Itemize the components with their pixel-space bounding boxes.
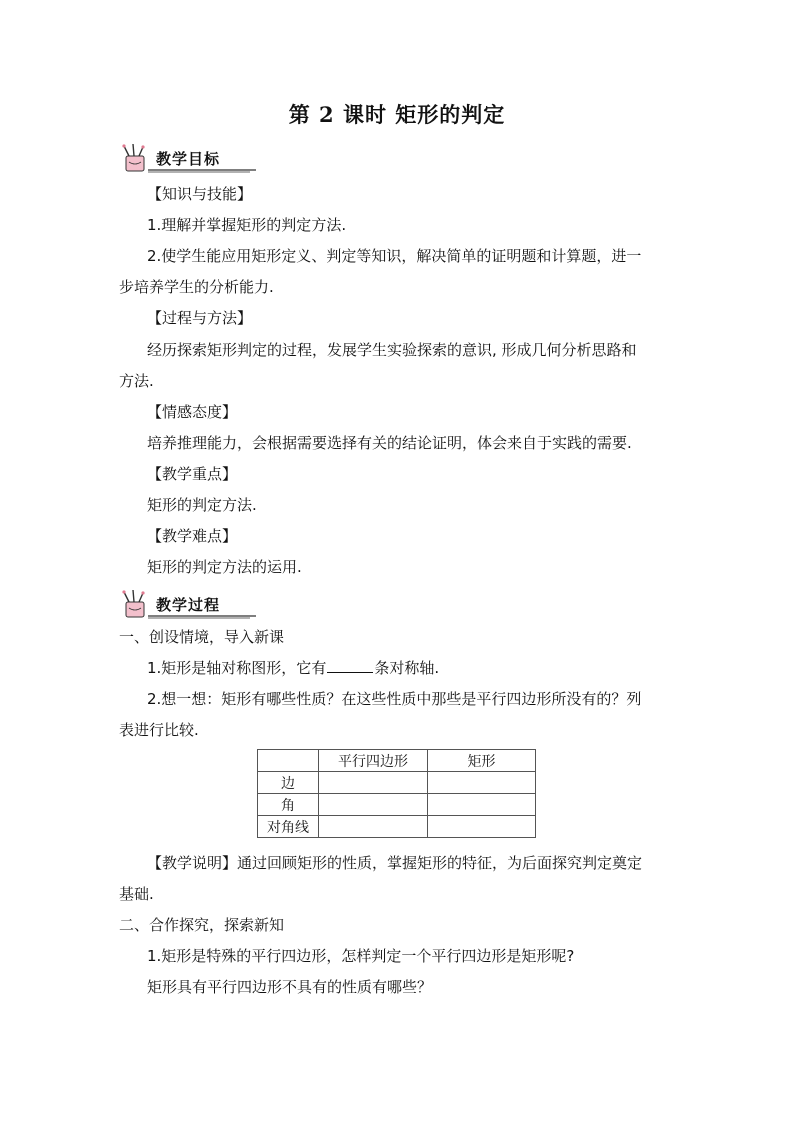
answer-blank: [327, 658, 373, 673]
question-1-text-end: 条对称轴.: [374, 659, 440, 677]
question-4: 矩形具有平行四边形不具有的性质有哪些？: [147, 978, 433, 996]
question-2-cont: 表进行比较.: [119, 721, 199, 739]
table-row: [258, 794, 536, 816]
table-cell: [319, 794, 428, 816]
paragraph: 1.理解并掌握矩形的判定方法.: [147, 216, 347, 234]
table-header-cell: [258, 750, 319, 772]
table-cell: [319, 816, 428, 838]
subheading-knowledge: 【知识与技能】: [147, 185, 253, 203]
table-cell: [428, 816, 536, 838]
table-cell: [428, 772, 536, 794]
subheading-attitude: 【情感态度】: [147, 403, 238, 421]
paragraph: 方法.: [119, 372, 154, 390]
paragraph: 矩形的判定方法.: [147, 496, 257, 514]
row-label: 对角线: [258, 816, 319, 838]
paragraph: 矩形的判定方法的运用.: [147, 558, 302, 576]
subheading-process: 【过程与方法】: [147, 309, 253, 327]
question-3: 1.矩形是特殊的平行四边形，怎样判定一个平行四边形是矩形呢?: [147, 947, 575, 965]
section-header-objectives: [118, 144, 258, 174]
row-label: 角: [258, 794, 319, 816]
paragraph: 2.使学生能应用矩形定义、判定等知识，解决简单的证明题和计算题，进一: [147, 247, 642, 265]
table-cell: [428, 794, 536, 816]
question-1: [147, 658, 439, 678]
part-heading-2: 二、合作探究，探索新知: [119, 916, 285, 934]
question-2: 2.想一想：矩形有哪些性质？在这些性质中那些是平行四边形所没有的？列: [147, 690, 642, 708]
paragraph: 经历探索矩形判定的过程，发展学生实验探索的意识, 形成几何分析思路和: [147, 341, 637, 359]
section-header-process: [118, 590, 258, 620]
section-label: 教学过程: [156, 596, 221, 614]
paragraph: 步培养学生的分析能力.: [119, 278, 274, 296]
table-header-cell: 矩形: [428, 750, 536, 772]
question-1-text: 1.矩形是轴对称图形，它有: [147, 659, 327, 677]
subheading-difficulty: 【教学难点】: [147, 527, 238, 545]
table-header-cell: 平行四边形: [319, 750, 428, 772]
table-header-row: [258, 750, 536, 772]
page-title: 第 2 课时 矩形的判定: [288, 102, 506, 127]
comparison-table: [257, 749, 536, 838]
paragraph: 培养推理能力，会根据需要选择有关的结论证明，体会来自于实践的需要.: [147, 434, 632, 452]
teaching-note-cont: 基础.: [119, 885, 154, 903]
subheading-key-point: 【教学重点】: [147, 465, 238, 483]
teaching-note: 【教学说明】通过回顾矩形的性质，掌握矩形的特征，为后面探究判定奠定: [147, 854, 643, 872]
table-cell: [319, 772, 428, 794]
table-row: [258, 772, 536, 794]
section-label: 教学目标: [156, 150, 221, 168]
table-row: [258, 816, 536, 838]
part-heading-1: 一、创设情境，导入新课: [119, 628, 285, 646]
row-label: 边: [258, 772, 319, 794]
